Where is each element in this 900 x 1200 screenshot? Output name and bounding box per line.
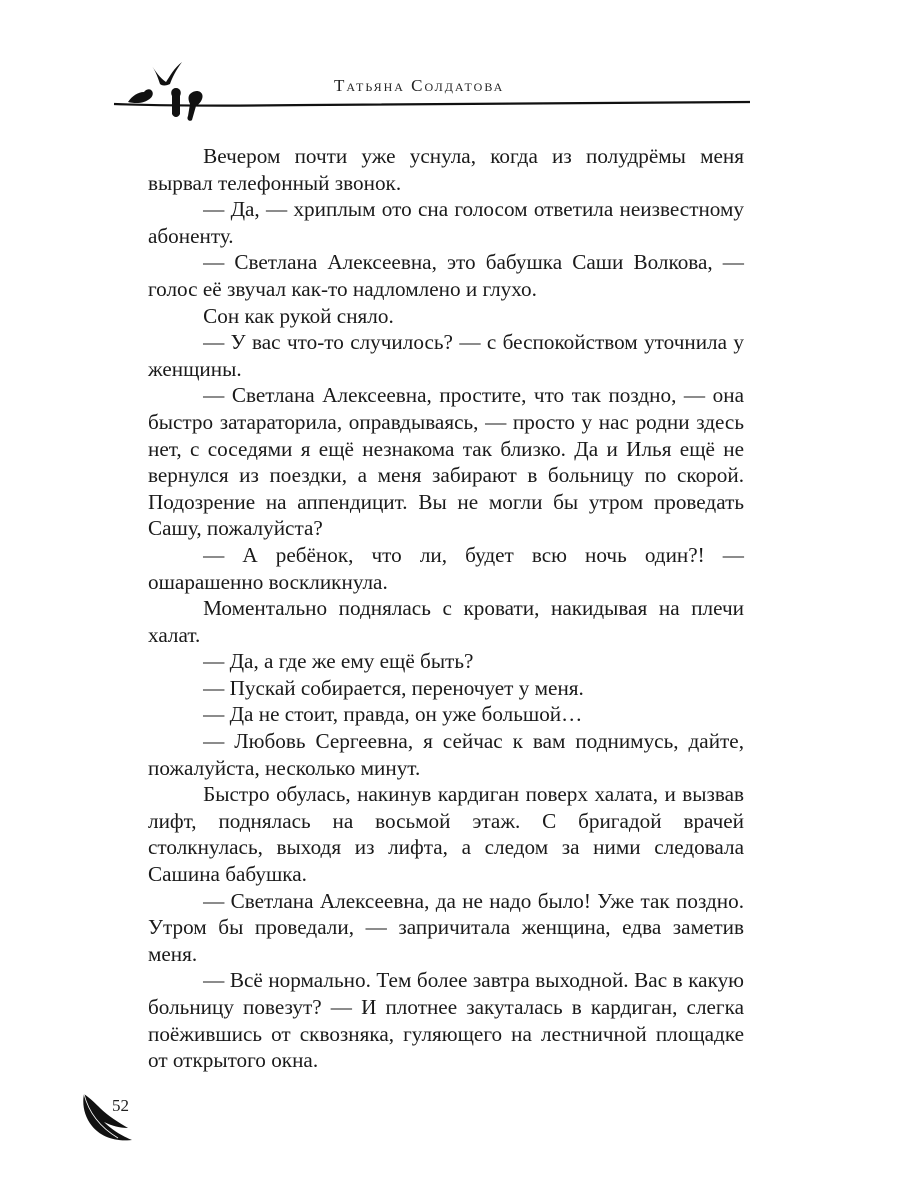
paragraph: — Светлана Алексеевна, простите, что так поздно, — она быстро затараторила, оправдываясь, — просто у нас родни здесь нет, с соседями я ещё незнакома так близко. Да и Илья ещё не вернулся из поездки, а меня забирают в больницу по скорой. Подозрение на аппендицит. Вы не могли бы утром проведать Сашу, пожалуйста?: [148, 383, 744, 541]
running-head-author: Татьяна Солдатова: [334, 76, 505, 95]
paragraph: Сон как рукой сняло.: [203, 303, 394, 328]
paragraph: — А ребёнок, что ли, будет всю ночь один?! — ошарашенно воскликнула.: [148, 542, 744, 594]
paragraph: — Любовь Сергеевна, я сейчас к вам поднимусь, дайте, пожалуйста, несколько минут.: [148, 729, 744, 780]
paragraph: — Светлана Алексеевна, да не надо было! Уже так поздно. Утром бы проведали, — запричитала женщина, едва заметив меня.: [148, 888, 744, 966]
paragraph: — Пускай собирается, переночует у меня.: [203, 675, 584, 700]
paragraph: Вечером почти уже уснула, когда из полудрёмы меня вырвал телефонный звонок.: [148, 144, 744, 195]
paragraph: — Да не стоит, правда, он уже большой…: [203, 702, 583, 727]
paragraph: — Всё нормально. Тем более завтра выходной. Вас в какую больницу повезут? — И плотнее закуталась в кардиган, слегка поёжившись от сквозняка, гуляющего на лестничной площадке от открытого окна.: [148, 968, 744, 1073]
paragraph: — Светлана Алексеевна, это бабушка Саши Волкова, — голос её звучал как-то надломлено и глухо.: [148, 250, 744, 301]
page-number: 52: [112, 1096, 129, 1115]
page-header: [110, 56, 750, 136]
body-text: [148, 143, 744, 1074]
page-footer: [78, 1090, 158, 1150]
paragraph: — Да, — хриплым ото сна голосом ответила неизвестному абоненту.: [148, 197, 744, 248]
paragraph: — У вас что-то случилось? — с беспокойством уточнила у женщины.: [148, 330, 744, 381]
paragraph: — Да, а где же ему ещё быть?: [203, 649, 474, 674]
paragraph: Быстро обулась, накинув кардиган поверх халата, и вызвав лифт, поднялась на восьмой этаж. С бригадой врачей столкнулась, выходя из лифта, а следом за ними следовала Сашина бабушка.: [148, 782, 744, 887]
birds-on-wire-icon: [110, 56, 750, 136]
feather-icon: [78, 1090, 138, 1150]
paragraph: Моментально поднялась с кровати, накидывая на плечи халат.: [148, 596, 744, 647]
